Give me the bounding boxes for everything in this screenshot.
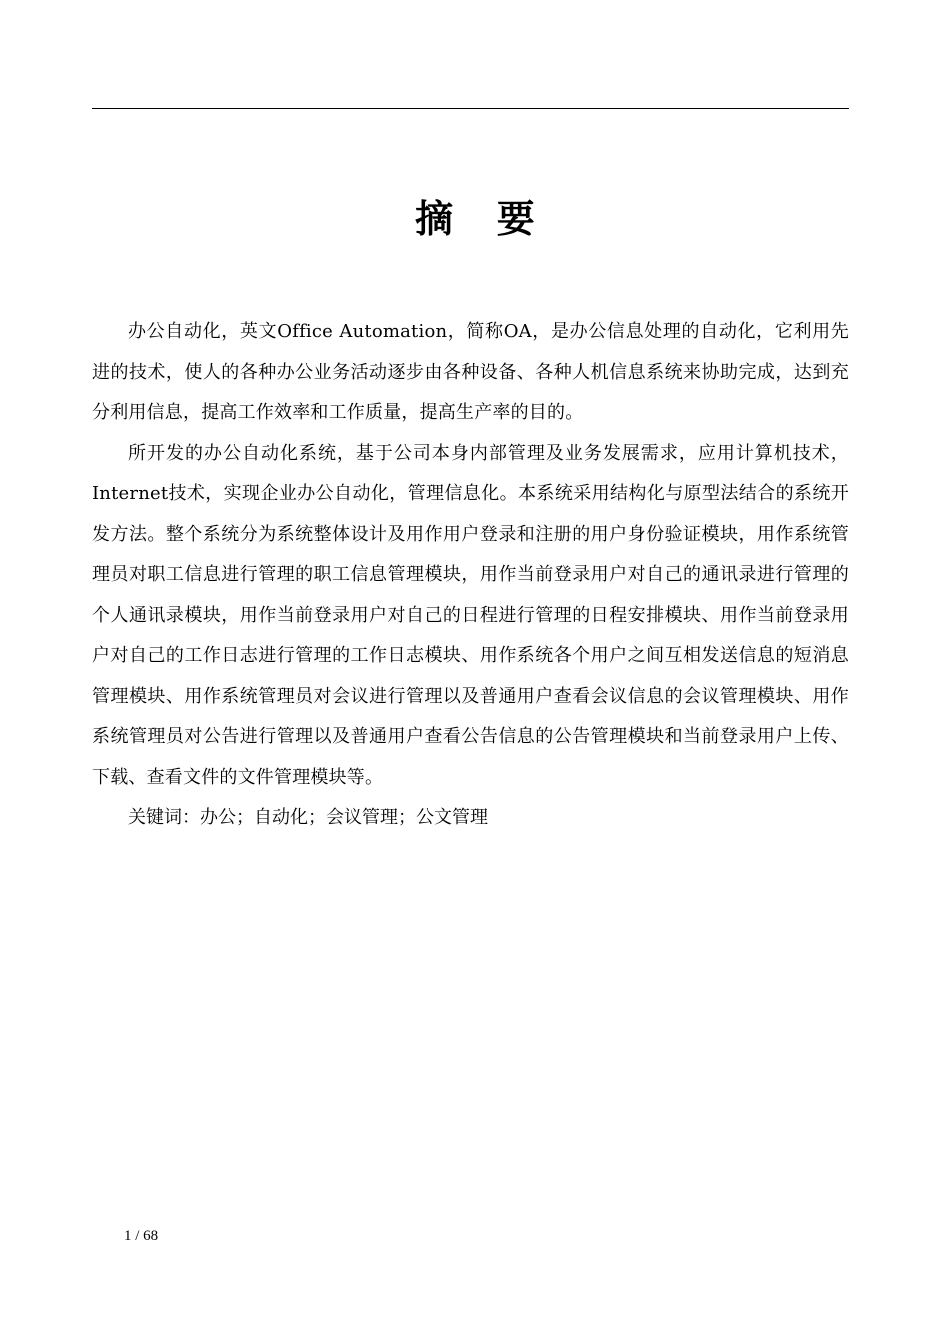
header-rule bbox=[92, 108, 849, 109]
abstract-paragraph-1: 办公自动化，英文Office Automation，简称OA，是办公信息处理的自动化，它利用先进的技术，使人的各种办公业务活动逐步由各种设备、各种人机信息系统来协助完成，达到充分利用信息，提高工作效率和工作质量，提高生产率的目的。 bbox=[92, 321, 849, 423]
page-title: 摘 要 bbox=[415, 197, 551, 242]
page-number: 1 / 68 bbox=[124, 1228, 159, 1244]
abstract-paragraph-2: 所开发的办公自动化系统，基于公司本身内部管理及业务发展需求，应用计算机技术，Internet技术，实现企业办公自动化，管理信息化。本系统采用结构化与原型法结合的系统开发方法。整个系统分为系统整体设计及用作用户登录和注册的用户身份验证模块，用作系统管理员对职工信息进行管理的职工信息管理模块，用作当前登录用户对自己的通讯录进行管理的个人通讯录模块，用作当前登录用户对自己的日程进行管理的日程安排模块、用作当前登录用户对自己的工作日志进行管理的工作日志模块、用作系统各个用户之间互相发送信息的短消息管理模块、用作系统管理员对会议进行管理以及普通用户查看会议信息的会议管理模块、用作系统管理员对公告进行管理以及普通用户查看公告信息的公告管理模块和当前登录用户上传、下载、查看文件的文件管理模块等。 bbox=[92, 442, 849, 788]
abstract-body bbox=[92, 312, 849, 839]
keywords-line: 关键词：办公；自动化；会议管理；公文管理 bbox=[128, 807, 488, 828]
